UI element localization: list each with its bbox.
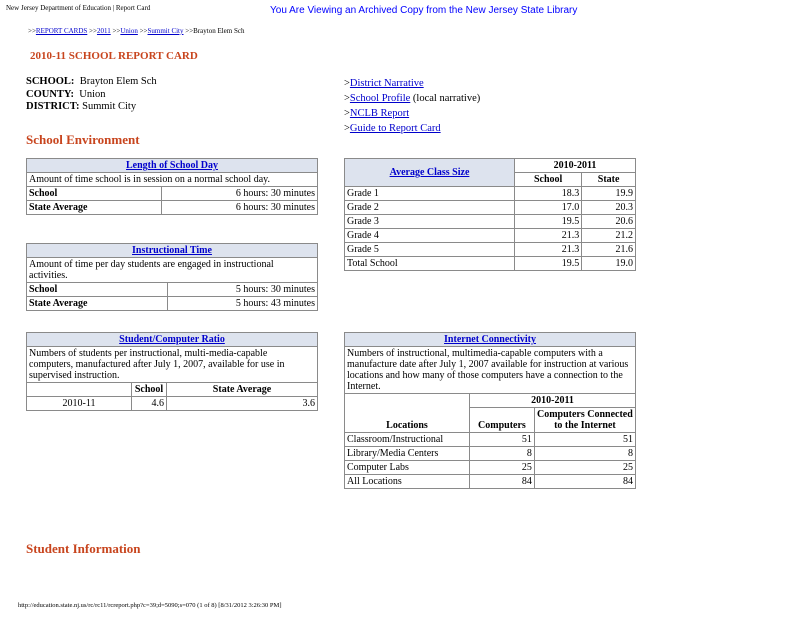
report-links: >District Narrative >School Profile (local narrative) >NCLB Report >Guide to Report Card <box>344 78 481 134</box>
breadcrumb-2011[interactable]: 2011 <box>96 27 111 35</box>
school-name: Brayton Elem Sch <box>79 76 157 87</box>
table-row: Grade 3 19.5 20.6 <box>345 215 636 229</box>
school-profile-link[interactable]: School Profile <box>349 93 411 104</box>
guide-link[interactable]: Guide to Report Card <box>349 123 441 134</box>
internet-connectivity-table: Internet Connectivity Numbers of instructional, multimedia-capable computers with a manufacture date after July 1, 2007 available for instruction at various locations and how many of those computers have a connection to the Internet. Locations 2010-2011 Computers Computers Connected to the Internet Classroom/Instructional 51 51 Library/Media Centers 8 8 Computer Labs 25 25 All Locations 84 84 <box>344 332 636 489</box>
class-size-table: Average Class Size 2010-2011 School State Grade 1 18.3 19.9 Grade 2 17.0 20.3 Grade 3 19.5 20.6 Grade 4 21.3 21.2 Grade 5 21.3 21.6 Total School 19.5 19.0 <box>344 158 636 271</box>
district-name: Summit City <box>82 101 137 112</box>
table-row: All Locations 84 84 <box>345 475 636 489</box>
table-row: School 6 hours: 30 minutes <box>27 187 318 201</box>
table-row: Grade 5 21.3 21.6 <box>345 243 636 257</box>
table-row: 2010-11 4.6 3.6 <box>27 397 318 411</box>
archive-notice: You Are Viewing an Archived Copy from the New Jersey State Library <box>270 5 578 16</box>
table-row: Grade 1 18.3 19.9 <box>345 187 636 201</box>
instructional-time-table: Instructional Time Amount of time per day students are engaged in instructional activities. School 5 hours: 30 minutes State Average 5 hours: 43 minutes <box>26 243 318 311</box>
internet-connectivity-link[interactable]: Internet Connectivity <box>444 334 536 345</box>
table-row: State Average 5 hours: 43 minutes <box>27 297 318 311</box>
nclb-report-link[interactable]: NCLB Report <box>349 108 410 119</box>
page-footer-url: http://education.state.nj.us/rc/rc11/rcreport.php?c=39;d=5090;s=070 (1 of 8) [8/31/2012 3:26:30 PM] <box>18 602 282 609</box>
table-row: Computer Labs 25 25 <box>345 461 636 475</box>
breadcrumb: >>REPORT CARDS >>2011 >>Union >>Summit City >>Brayton Elem Sch <box>28 27 245 35</box>
school-info: SCHOOL: Brayton Elem Sch COUNTY: Union DISTRICT: Summit City <box>26 76 157 112</box>
table-row: Grade 2 17.0 20.3 <box>345 201 636 215</box>
page-title: 2010-11 SCHOOL REPORT CARD <box>30 50 198 62</box>
length-of-day-link[interactable]: Length of School Day <box>126 160 218 171</box>
student-computer-ratio-table: Student/Computer Ratio Numbers of students per instructional, multi-media-capable computers, manufactured after July 1, 2007, available for use in supervised instruction. School State Average 2010-11 4.6 3.6 <box>26 332 318 411</box>
table-row: School 5 hours: 30 minutes <box>27 283 318 297</box>
breadcrumb-union[interactable]: Union <box>120 27 138 35</box>
breadcrumb-summit-city[interactable]: Summit City <box>147 27 184 35</box>
page-header-left: New Jersey Department of Education | Report Card <box>6 4 151 12</box>
table-row: State Average 6 hours: 30 minutes <box>27 201 318 215</box>
instructional-time-link[interactable]: Instructional Time <box>132 245 212 256</box>
table-row: Grade 4 21.3 21.2 <box>345 229 636 243</box>
breadcrumb-current: Brayton Elem Sch <box>193 27 245 35</box>
table-row: Classroom/Instructional 51 51 <box>345 433 636 447</box>
county-name: Union <box>79 88 106 100</box>
table-row: Library/Media Centers 8 8 <box>345 447 636 461</box>
section-student-information: Student Information <box>26 541 141 556</box>
district-narrative-link[interactable]: District Narrative <box>349 78 424 89</box>
section-school-environment: School Environment <box>26 132 140 147</box>
student-computer-ratio-link[interactable]: Student/Computer Ratio <box>119 334 225 345</box>
breadcrumb-report-cards[interactable]: REPORT CARDS <box>35 27 88 35</box>
table-row: Total School 19.5 19.0 <box>345 257 636 271</box>
length-of-day-table: Length of School Day Amount of time school is in session on a normal school day. School 6 hours: 30 minutes State Average 6 hours: 30 minutes <box>26 158 318 215</box>
class-size-link[interactable]: Average Class Size <box>389 167 470 178</box>
